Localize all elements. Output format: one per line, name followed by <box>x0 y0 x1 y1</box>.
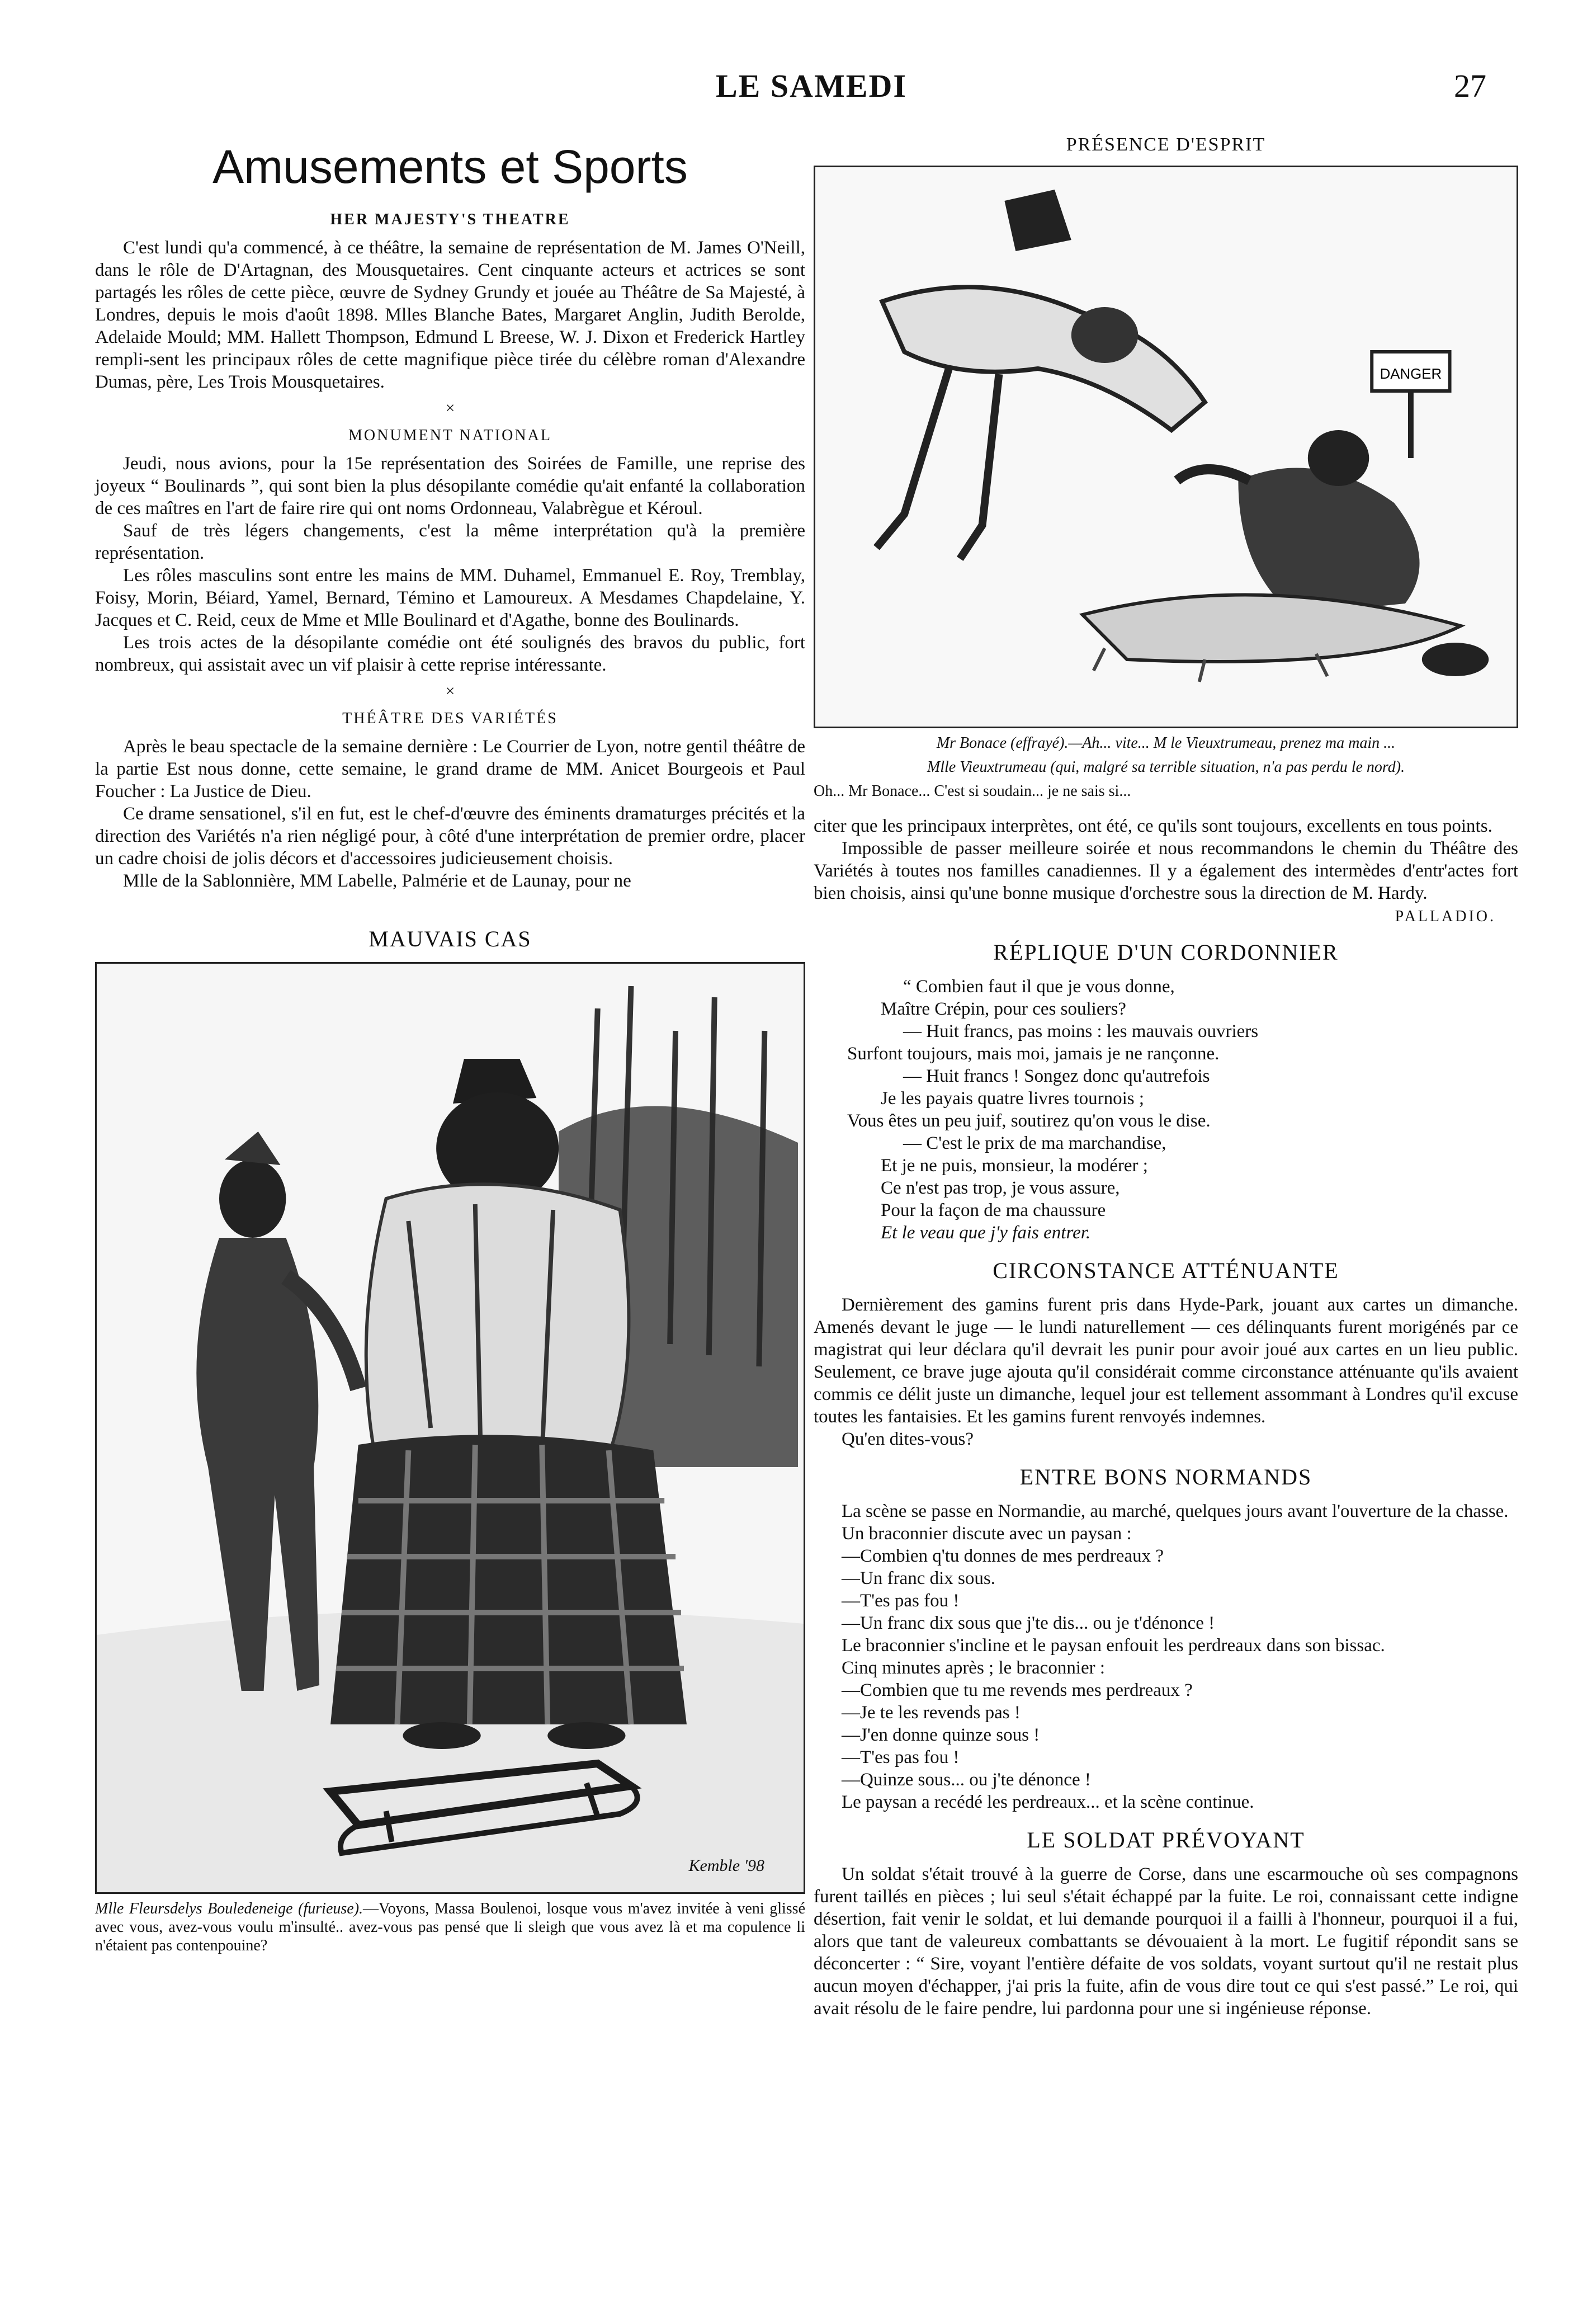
dialogue-line: —Un franc dix sous que j'te dis... ou je t'dénonce ! <box>842 1613 1215 1633</box>
article-varietes-p2: Ce drame sensationel, s'il en fut, est le chef-d'œuvre des éminents dramaturges précités et la direction des Variétés n'a rien négligé pour, à côté d'une interprétation de premier ordre, placer un cadre choisi de jolis décors et d'accessoires judicieusement choisis. <box>95 804 805 869</box>
heading-monument-national: MONUMENT NATIONAL <box>348 427 552 444</box>
cartoon-title-presence: PRÉSENCE D'ESPRIT <box>1066 134 1266 155</box>
caption-text: —Voyons, Massa Boulenoi, losque vous m'avez invitée à veni glissé avec vous, avez-vous voulu m'insulté.. avez-vous pas pensé que li sleigh que vous avez là et ma copulence li n'étaient pas contenpouine? <box>95 1900 805 1954</box>
circonstance-p2: Qu'en dites-vous? <box>842 1429 974 1449</box>
varietes-continued-p2: Impossible de passer meilleure soirée et nous recommandons le chemin du Théâtre des Variétés à toutes nos familles canadiennes. Il y a également des intermèdes d'entr'actes fort bien choisis, ainsi qu'une bonne musique d'orchestre sous la direction de M. Hardy. <box>814 838 1518 903</box>
left-column <box>95 117 805 1960</box>
dialogue-line: —Quinze sous... ou j'te dénonce ! <box>842 1770 1091 1790</box>
ice-caption-2: Mlle Vieuxtrumeau (qui, malgré sa terrible situation, n'a pas perdu le nord). <box>927 758 1405 776</box>
signature-palladio: PALLADIO. <box>1395 908 1496 925</box>
page-number: 27 <box>1454 68 1486 104</box>
article-varietes-p1: Après le beau spectacle de la semaine dernière : Le Courrier de Lyon, notre gentil théâtre de la partie Est nous donne, cette semaine, le grand drame de MM. Anicet Bourgeois et Paul Foucher : La Justice de Dieu. <box>95 737 805 802</box>
danger-sign-text: DANGER <box>1380 366 1442 383</box>
running-title: LE SAMEDI <box>716 68 907 104</box>
dialogue-line: Le braconnier s'incline et le paysan enfouit les perdreaux dans son bissac. <box>842 1635 1385 1656</box>
ice-caption-1: Mr Bonace (effrayé).—Ah... vite... M le Vieuxtrumeau, prenez ma main ... <box>936 734 1396 752</box>
article-monument-p1: Jeudi, nous avions, pour la 15e représentation des Soirées de Famille, une reprise des joyeux “ Boulinards ”, qui sont bien la plus désopilante comédie qu'ait enfanté la collaboration de ces maîtres en l'art de faire rire qui ont noms Ordonneau, Valabrègue et Kéroul. <box>95 454 805 518</box>
dialogue-line: —Je te les revends pas ! <box>842 1703 1021 1723</box>
dialogue-line: —T'es pas fou ! <box>842 1747 960 1767</box>
sled-scene-drawing <box>97 964 804 1892</box>
poem-line: Pour la façon de ma chaussure <box>881 1200 1106 1220</box>
cartoon-sled-illustration <box>95 962 805 1894</box>
title-normands: ENTRE BONS NORMANDS <box>1019 1464 1312 1489</box>
right-column <box>814 117 1518 2020</box>
cartoon-ice-illustration <box>814 166 1518 728</box>
dialogue-line: —T'es pas fou ! <box>842 1591 960 1611</box>
poem-line: Et le veau que j'y fais entrer. <box>881 1223 1091 1243</box>
article-monument-p2: Sauf de très légers changements, c'est la même interprétation qu'à la première représentation. <box>95 521 805 563</box>
dialogue-line: Un braconnier discute avec un paysan : <box>842 1524 1132 1544</box>
artist-signature: Kemble '98 <box>688 1856 764 1875</box>
varietes-continued-p1: citer que les principaux interprètes, ont été, ce qu'ils sont toujours, excellents en tous points. <box>814 816 1492 836</box>
poem-line: Je les payais quatre livres tournois ; <box>881 1088 1145 1109</box>
caption-speaker: Mlle Fleursdelys Bouledeneige (furieuse). <box>95 1900 363 1917</box>
article-varietes-p3: Mlle de la Sablonnière, MM Labelle, Palmérie et de Launay, pour ne <box>123 871 631 891</box>
article-monument-p3: Les rôles masculins sont entre les mains de MM. Duhamel, Emmanuel E. Roy, Tremblay, Foisy, Morin, Béiard, Yamel, Bernard, Témino et Lamoureux. A Mesdames Chapdelaine, Y. Jacques et C. Reid, ceux de Mme et Mlle Boulinard et d'Agathe, bonne des Boulinards. <box>95 565 805 630</box>
circonstance-p1: Dernièrement des gamins furent pris dans Hyde-Park, jouant aux cartes un dimanche. Amenés devant le juge — le lundi naturellement — ces délinquants furent morigénés par ce magistrat qui leur déclara qu'il devrait les punir pour avoir joué aux cartes en un lieu public. Seulement, ce brave juge ajouta qu'il considérait comme circonstance atténuante qu'ils avaient commis ce délit juste un dimanche, lequel jour est tellement assommant à Londres qu'il excuse toutes les fantaisies. Et les gamins furent renvoyés indemnes. <box>814 1295 1518 1427</box>
poem-line: Vous êtes un peu juif, soutirez qu'on vous le dise. <box>847 1111 1211 1131</box>
ice-caption-3: Oh... Mr Bonace... C'est si soudain... je ne sais si... <box>814 782 1131 800</box>
poem-line: — Huit francs ! Songez donc qu'autrefois <box>903 1066 1210 1086</box>
poem-line: — C'est le prix de ma marchandise, <box>903 1133 1166 1153</box>
dialogue-line: —Un franc dix sous. <box>842 1568 995 1588</box>
heading-her-majestys: HER MAJESTY'S THEATRE <box>330 211 570 228</box>
section-title-amusements: Amusements et Sports <box>212 140 688 193</box>
separator: × <box>445 682 455 700</box>
cartoon-title-mauvais-cas: MAUVAIS CAS <box>369 926 532 951</box>
dialogue-line: Cinq minutes après ; le braconnier : <box>842 1658 1106 1678</box>
title-soldat: LE SOLDAT PRÉVOYANT <box>1027 1827 1305 1852</box>
cartoon-caption <box>95 1899 805 1955</box>
poem-line: Maître Crépin, pour ces souliers? <box>881 999 1126 1019</box>
soldat-p1: Un soldat s'était trouvé à la guerre de Corse, dans une escarmouche où ses compagnons furent taillés en pièces ; lui seul s'était échappé par la fuite. Le roi, connaissant cette indigne désertion, fait venir le soldat, et lui demande pourquoi il a failli à l'honneur, pourquoi il a fui, alors que tant de valeureux combattants se dévouaient à la mort. Le fugitif répondit sans se déconcerter : “ Sire, voyant l'entière défaite de vos soldats, voyant surtout qu'il ne restait plus aucun moyen d'échapper, j'ai pris la fuite, afin de vous dire tout ce qui s'est passé.” Le roi, qui avait résolu de le faire pendre, lui pardonna pour une si ingénieuse réponse. <box>814 1864 1518 2019</box>
ice-fall-drawing <box>815 167 1517 727</box>
dialogue-line: —Combien q'tu donnes de mes perdreaux ? <box>842 1546 1164 1566</box>
poem-line: Et je ne puis, monsieur, la modérer ; <box>881 1156 1148 1176</box>
poem-line: Surfont toujours, mais moi, jamais je ne rançonne. <box>847 1044 1220 1064</box>
poem-line: — Huit francs, pas moins : les mauvais ouvriers <box>903 1021 1259 1041</box>
article-her-majestys: C'est lundi qu'a commencé, à ce théâtre, la semaine de représentation de M. James O'Neill, dans le rôle de D'Artagnan, des Mousquetaires. Cent cinquante acteurs et actrices se sont partagés les rôles de cette pièce, œuvre de Sydney Grundy et jouée au Théâtre de Sa Majesté, à Londres, depuis le mois d'août 1898. Mlles Blanche Bates, Margaret Anglin, Judith Berolde, Adelaide Mould; MM. Hallett Thompson, Edmund L Breese, W. J. Dixon et Frederick Hartley rempli-sent les principaux rôles de cette magnifique pièce tirée du célèbre roman d'Alexandre Dumas, père, Les Trois Mousquetaires. <box>95 238 805 392</box>
article-monument-p4: Les trois actes de la désopilante comédie ont été soulignés des bravos du public, fort nombreux, qui assistait avec un vif plaisir à cette reprise intéressante. <box>95 633 805 675</box>
normands-intro: La scène se passe en Normandie, au marché, quelques jours avant l'ouverture de la chasse. <box>842 1501 1509 1521</box>
title-circonstance: CIRCONSTANCE ATTÉNUANTE <box>993 1258 1339 1283</box>
poem-line: “ Combien faut il que je vous donne, <box>903 977 1175 997</box>
heading-varietes: THÉÂTRE DES VARIÉTÉS <box>342 710 558 727</box>
title-replique: RÉPLIQUE D'UN CORDONNIER <box>993 940 1339 965</box>
dialogue-line: —Combien que tu me revends mes perdreaux ? <box>842 1680 1193 1700</box>
dialogue-line: —J'en donne quinze sous ! <box>842 1725 1040 1745</box>
poem-cordonnier <box>847 975 1518 1244</box>
normands-dialogue <box>814 1522 1518 1813</box>
poem-line: Ce n'est pas trop, je vous assure, <box>881 1178 1120 1198</box>
separator: × <box>445 399 455 417</box>
dialogue-line: Le paysan a recédé les perdreaux... et la scène continue. <box>842 1792 1254 1812</box>
